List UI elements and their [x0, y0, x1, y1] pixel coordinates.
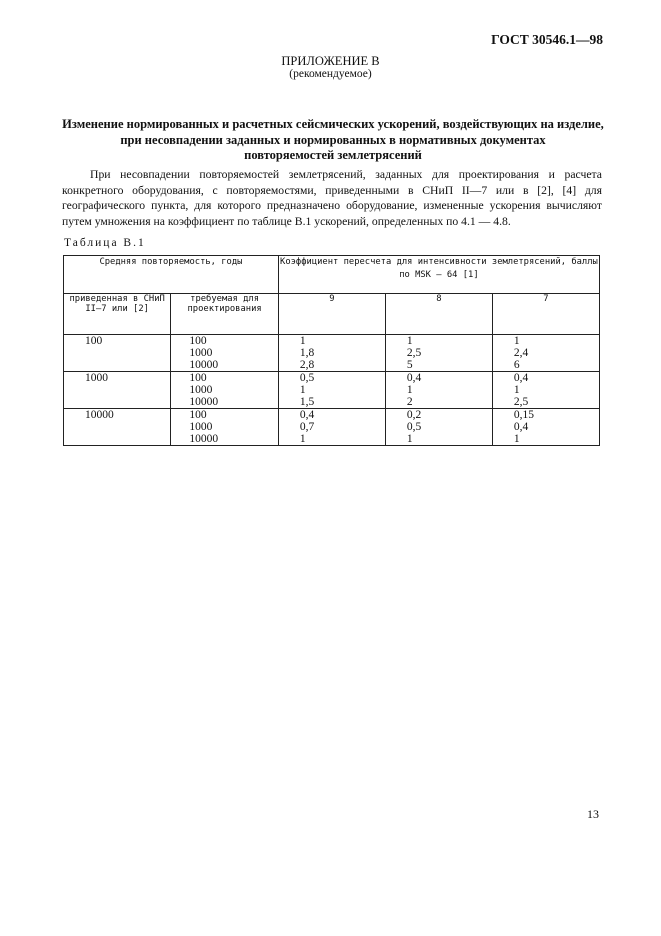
- document-code: ГОСТ 30546.1—98: [491, 32, 603, 47]
- required-cell: 100 1000 10000: [171, 335, 279, 372]
- header-intensity-7: 7: [492, 294, 599, 335]
- header-intensity-9: 9: [278, 294, 385, 335]
- header-given: приведенная в СНиП II—7 или [2]: [64, 294, 171, 335]
- heading-line-3: повторяемостей землетрясений: [244, 148, 422, 162]
- header-required: требуемая для проектирования: [171, 294, 279, 335]
- appendix-note: (рекомендуемое): [289, 68, 372, 80]
- required-cell: 100 1000 10000: [171, 372, 279, 409]
- table-row: [64, 372, 600, 409]
- appendix-title: ПРИЛОЖЕНИЕ В: [281, 54, 380, 68]
- body-paragraph: При несовпадении повторяемостей землетрясений, заданных для проектирования и расчета конкретного оборудования, с повторяемостями, приведенными в СНиП II—7 или в [2], [4] для географического пункта, для которого предназначено оборудование, измененные ускорения вычисляют путем умножения на коэффициент по таблице В.1 ускорений, определенных по 4.1 — 4.8.: [62, 168, 602, 228]
- given-cell: 1000: [64, 372, 171, 409]
- given-cell: 10000: [64, 409, 171, 446]
- given-cell: 100: [64, 335, 171, 372]
- appendix-block: [0, 55, 661, 81]
- section-heading: [60, 117, 606, 164]
- header-intensity-8: 8: [385, 294, 492, 335]
- table-header-row-2: [64, 294, 600, 335]
- heading-line-2: при несовпадении заданных и нормированных в нормативных документах: [120, 132, 546, 147]
- k8-cell: 0,4 1 2: [385, 372, 492, 409]
- k7-cell: 1 2,4 6: [492, 335, 599, 372]
- k9-cell: 1 1,8 2,8: [278, 335, 385, 372]
- k7-cell: 0,4 1 2,5: [492, 372, 599, 409]
- required-cell: 100 1000 10000: [171, 409, 279, 446]
- k9-cell: 0,4 0,7 1: [278, 409, 385, 446]
- heading-line-1: Изменение нормированных и расчетных сейсмических ускорений, воздействующих на изделие,: [62, 117, 604, 131]
- table-row: [64, 335, 600, 372]
- header-avg-recurrence: Средняя повторяемость, годы: [64, 256, 279, 294]
- k7-cell: 0,15 0,4 1: [492, 409, 599, 446]
- k8-cell: 1 2,5 5: [385, 335, 492, 372]
- table-caption: Таблица В.1: [64, 237, 146, 249]
- table-header-row-1: [64, 256, 600, 294]
- header-coefficient: Коэффициент пересчета для интенсивности землетрясений, баллы по MSK — 64 [1]: [278, 256, 599, 294]
- coefficient-table: [63, 255, 600, 446]
- page-number: 13: [587, 807, 599, 821]
- table-row: [64, 409, 600, 446]
- k9-cell: 0,5 1 1,5: [278, 372, 385, 409]
- k8-cell: 0,2 0,5 1: [385, 409, 492, 446]
